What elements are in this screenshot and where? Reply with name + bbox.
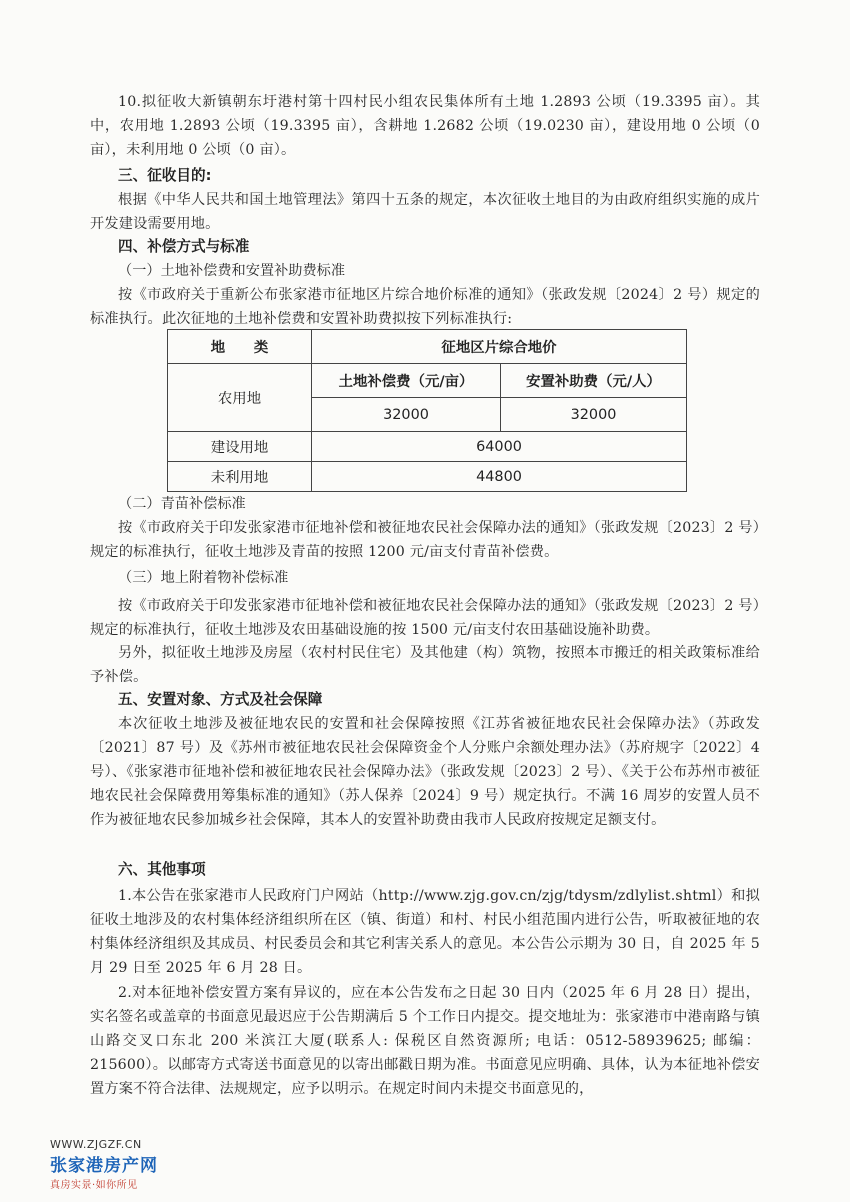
section-5-body: 本次征收土地涉及被征地农民的安置和社会保障按照《江苏省被征地农民社会保障办法》（苏政发〔2021〕87 号）及《苏州市被征地农民社会保障资金个人分账户余额处理办法》（苏府规字〔2022〕4 号）、《张家港市征地补偿和被征地农民社会保障办法》（张政发规〔2023〕2 号）、《关于公布苏州市被征地农民社会保障费用筹集标准的通知》（苏人保养〔2024〕9 号）规定执行。不满 16 周岁的安置人员不作为被征地农民参加城乡社会保障，其本人的安置补助费由我市人民政府按规定足额支付。 [90, 716, 760, 828]
subsection-1-body: 按《市政府关于重新公布张家港市征地区片综合地价标准的通知》（张政发规〔2024〕2 号）规定的标准执行。此次征地的土地补偿费和安置补助费拟按下列标准执行: [90, 287, 760, 327]
subsection-1-title: （一）土地补偿费和安置补助费标准 [118, 263, 346, 279]
header-resettlement-subsidy: 安置补助费（元/人） [501, 364, 687, 398]
section-3-title: 三、征收目的: [118, 167, 212, 184]
cell-construction-value: 64000 [312, 432, 687, 462]
subsection-3-body: 按《市政府关于印发张家港市征地补偿和被征地农民社会保障办法的通知》（张政发规〔2023〕2 号）规定的标准执行，征收土地涉及农田基础设施的按 1500 元/亩支付农田基础设施补助费。 [90, 598, 760, 638]
section-6-title: 六、其他事项 [118, 861, 206, 878]
subsection-3-title: （三）地上附着物补偿标准 [118, 570, 289, 586]
cell-agri-resettlement: 32000 [501, 398, 687, 432]
cell-agri-land-compensation: 32000 [312, 398, 501, 432]
item-2-body: 2.对本征地补偿安置方案有异议的，应在本公告发布之日起 30 日内（2025 年 6 月 28 日）提出，实名签名或盖章的书面意见最迟应于公告期满后 5 个工作日内提交。提交地址为：张家港市中港南路与镇山路交叉口东北 200 米滨江大厦(联系人: 保税区自然资源所; 电话：0512-58939625; 邮编：215600）。以邮寄方式寄送书面意见的以寄出邮戳日期为准。书面意见应明确、具体，认为本征地补偿安置方案不符合法律、法规规定，应予以明示。在规定时间内未提交书面意见的， [90, 985, 760, 1097]
row-label-construction: 建设用地 [168, 432, 312, 462]
watermark-logo [50, 1138, 158, 1191]
row-label-unused: 未利用地 [168, 462, 312, 492]
logo-url: WWW.ZJGZF.CN [50, 1138, 142, 1151]
subsection-2-body: 按《市政府关于印发张家港市征地补偿和被征地农民社会保障办法的通知》（张政发规〔2023〕2 号）规定的标准执行，征收土地涉及青苗的按照 1200 元/亩支付青苗补偿费。 [90, 520, 760, 560]
section-4-title: 四、补偿方式与标准 [118, 238, 250, 255]
subsection-3-extra: 另外，拟征收土地涉及房屋（农村村民住宅）及其他建（构）筑物，按照本市搬迁的相关政策标准给予补偿。 [90, 645, 760, 685]
item-1-body: 1.本公告在张家港市人民政府门户网站（http://www.zjg.gov.cn/zjg/tdysm/zdlylist.shtml）和拟征收土地涉及的农村集体经济组织所在区（镇、街道）和村、村民小组范围内进行公告，听取被征地的农村集体经济组织及其成员、村民委员会和其它利害关系人的意见。本公告公示期为 30 日，自 2025 年 5 月 29 日至 2025 年 6 月 28 日。 [90, 888, 760, 976]
header-land-type: 地 类 [168, 330, 312, 364]
paragraph-item-10: 10.拟征收大新镇朝东圩港村第十四村民小组农民集体所有土地 1.2893 公顷（19.3395 亩）。其中，农用地 1.2893 公顷（19.3395 亩），含耕地 1.2682 公顷（19.0230 亩），建设用地 0 公顷（0 亩），未利用地 0 公顷（0 亩）。 [90, 94, 760, 158]
header-comprehensive-price: 征地区片综合地价 [312, 330, 687, 364]
cell-unused-value: 44800 [312, 462, 687, 492]
subsection-2-title: （二）青苗补偿标准 [118, 496, 246, 512]
logo-slogan: 真房实景·如你所见 [50, 1180, 138, 1191]
section-3-body: 根据《中华人民共和国土地管理法》第四十五条的规定，本次征收土地目的为由政府组织实施的成片开发建设需要用地。 [90, 192, 760, 232]
logo-site-name: 张家港房产网 [50, 1156, 158, 1176]
section-5-title: 五、安置对象、方式及社会保障 [118, 691, 323, 708]
compensation-table [167, 329, 687, 492]
header-land-compensation: 土地补偿费（元/亩） [312, 364, 501, 398]
row-label-agricultural: 农用地 [168, 364, 312, 432]
